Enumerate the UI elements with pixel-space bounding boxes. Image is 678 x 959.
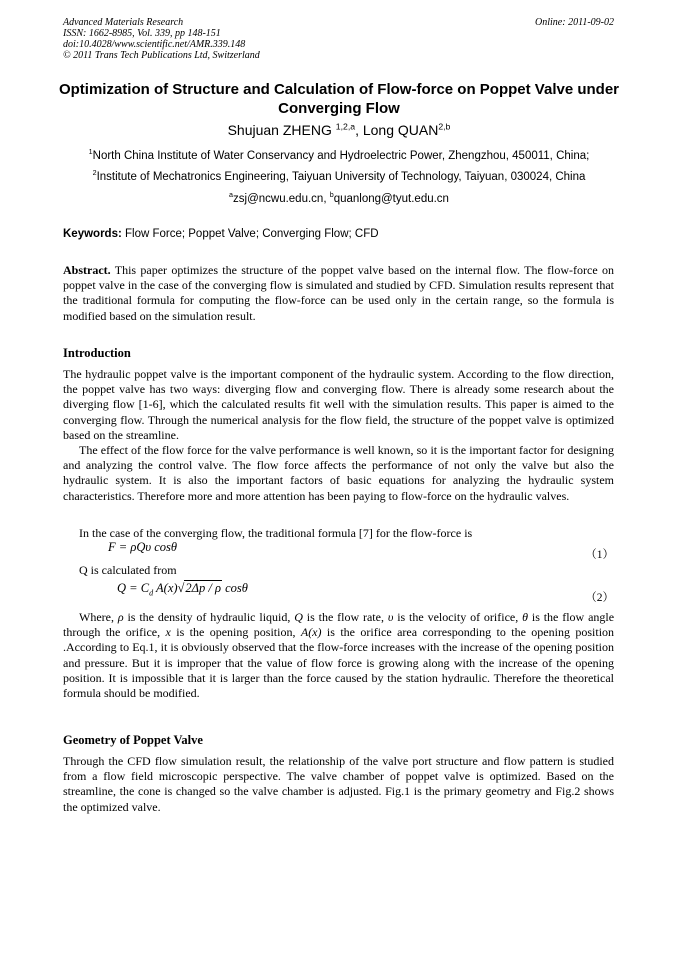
email-b: quanlong@tyut.edu.cn [333,193,449,205]
geometry-heading: Geometry of Poppet Valve [63,733,203,747]
aff2-text: Institute of Mechatronics Engineering, Taiyuan University of Technology, Taiyuan, 030024, China [96,171,586,183]
rho-desc: is the density of hydraulic liquid, [127,610,291,624]
aff2-marker: 2 [92,169,97,178]
symbol-rho: ρ [117,610,124,624]
aff1-text: North China Institute of Water Conservancy and Hydroelectric Power, Zhengzhou, 450011, China; [92,150,590,162]
symbol-theta: θ [522,610,528,624]
keywords-label: Keywords: [63,228,122,240]
abstract-label: Abstract. [63,263,111,277]
online-date: Online: 2011-09-02 [535,17,614,28]
affiliation-1 [50,150,628,162]
eq2-lhs: Q = C [117,581,150,595]
equation-1: F = ρQυ cosθ [108,540,178,554]
theta-desc: is the flow angle through the orifice, [63,610,615,640]
symbol-upsilon: υ [387,610,394,624]
email-b-marker: b [329,191,334,200]
author-2-affil: 2,b [438,121,451,132]
equation-2 [117,581,248,598]
intro-para-3: In the case of the converging flow, the traditional formula [7] for the flow-force is [79,526,473,540]
journal-header [63,17,260,61]
author-1-affil: 1,2,a [335,121,356,132]
equation-1-number: （1） [585,549,614,561]
issn-line: ISSN: 1662-8985, Vol. 339, pp 148-151 [63,28,221,39]
abstract [63,263,614,324]
email-a: zsj@ncwu.edu.cn, [233,193,327,205]
author-line [50,122,628,138]
introduction-heading: Introduction [63,346,131,360]
journal-name: Advanced Materials Research [63,17,184,28]
where-text: Where, [79,610,114,624]
eq2-cos: cosθ [225,581,248,595]
Ax-desc: is the orifice area corresponding to the opening position .According to Eq.1, it is obviously observed that the flow-force increases with the increase of the opening position and pressure. But it is improper that the value of flow force is growing along with the increase of the opening position. It is impossible that it is larger than the force caused by the station hydraulic. Therefore the theoretical formula should be modified. [63,625,615,701]
doi-line: doi:10.4028/www.scientific.net/AMR.339.148 [63,39,246,50]
paper-title: Optimization of Structure and Calculation of Flow-force on Poppet Valve under Converging Flow [58,81,620,117]
sqrt-sign: √ [177,581,185,595]
upsilon-desc: is the velocity of orifice, [397,610,519,624]
keywords-text: Flow Force; Poppet Valve; Converging Flow; CFD [125,228,379,240]
email-a-marker: a [229,191,234,200]
copyright-line: © 2011 Trans Tech Publications Ltd, Switzerland [63,50,260,61]
eq2-subscript: d [149,588,154,598]
affiliation-2 [50,171,628,183]
author-separator: , [355,122,359,138]
x-desc: is the opening position, [176,625,296,640]
keywords [63,228,379,240]
symbol-Ax: A(x) [300,625,322,640]
symbol-x: x [165,625,171,640]
email-line [50,193,628,205]
intro-para-4: Q is calculated from [79,563,177,577]
author-1: Shujuan ZHENG [227,122,332,138]
abstract-text: This paper optimizes the structure of the poppet valve based on the internal flow. The flow-force on poppet valve in the case of the converging flow is simulated and studied by CFD. Simulation results represent that the traditional formula for computing the flow-force can be used only in the certain range, so the formula is modified based on the simulation result. [63,263,614,323]
eq2-area: A(x) [156,581,178,595]
equation-2-number: （2） [585,592,614,604]
intro-para-1: The hydraulic poppet valve is the important component of the hydraulic system. According to the flow direction, the poppet valve has two ways: diverging flow and converging flow. There is already some research about the diverging flow [1-6], which the calculated results fit well with the simulation results. This paper is aimed to the converging flow. Through the numerical analysis for the flow field, the structure of the poppet valve is optimized based on the streamline. [63,367,614,442]
Q-desc: is the flow rate, [306,610,384,624]
intro-para-2: The effect of the flow force for the valve performance is well known, so it is the important factor for designing and analyzing the control valve. The flow force affects the performance of not only the valve but also the hydraulic system. It is also the important factors of basic equations for analyzing the hydraulic system characteristics. Therefore more and more attention has been paying to flow-force on the hydraulic valves. [63,443,614,503]
eq2-radicand: 2Δp / ρ [185,581,221,595]
symbol-Q: Q [294,610,303,624]
aff1-marker: 1 [88,148,93,157]
intro-para-5 [63,610,614,701]
author-2: Long QUAN [362,122,439,138]
geometry-para-1: Through the CFD flow simulation result, the relationship of the valve port structure and flow pattern is studied from a flow field microscopic perspective. The valve chamber of poppet valve is optimized. Based on the streamline, the cone is changed so the valve chamber is adjusted. Fig.1 is the primary geometry and Fig.2 shows the optimized valve. [63,754,614,814]
